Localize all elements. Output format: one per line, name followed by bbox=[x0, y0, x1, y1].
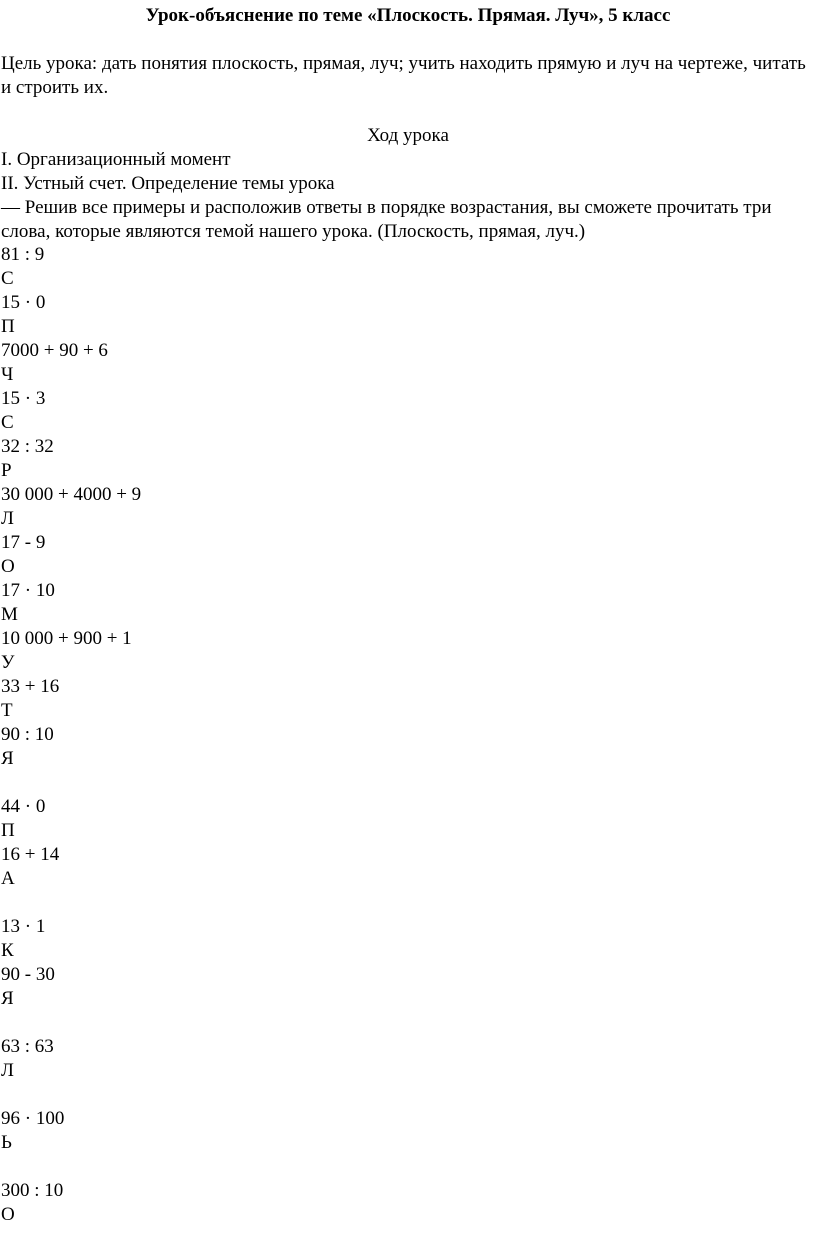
exercise-item bbox=[1, 915, 401, 963]
exercise-item bbox=[1, 387, 401, 435]
exercise-letter: Я bbox=[1, 988, 14, 1009]
exercise-expression: 63 : 63 bbox=[1, 1036, 54, 1057]
exercise-item bbox=[1, 1107, 401, 1155]
section-organizational: I. Организационный момент bbox=[1, 149, 231, 170]
exercise-expression: 15 · 3 bbox=[1, 388, 46, 409]
exercise-item bbox=[1, 1179, 401, 1227]
exercise-expression: 44 · 0 bbox=[1, 796, 46, 817]
exercise-letter: Т bbox=[1, 700, 13, 721]
section-oral-count: II. Устный счет. Определение темы урока bbox=[1, 173, 335, 194]
exercise-item bbox=[1, 675, 401, 723]
exercise-expression: 30 000 + 4000 + 9 bbox=[1, 484, 142, 505]
exercise-item bbox=[1, 483, 401, 531]
task-instruction: — Решив все примеры и расположив ответы в порядке возрастания, вы сможете прочитать три слова, которые являются темой нашего урока. (Плоскость, прямая, луч.) bbox=[1, 197, 772, 242]
exercise-expression: 32 : 32 bbox=[1, 436, 54, 457]
exercise-expression: 81 : 9 bbox=[1, 244, 45, 265]
exercise-expression: 17 - 9 bbox=[1, 532, 46, 553]
exercise-item bbox=[1, 435, 401, 483]
exercise-item bbox=[1, 843, 401, 891]
exercise-item bbox=[1, 339, 401, 387]
exercise-letter: С bbox=[1, 268, 14, 289]
lesson-course-heading: Ход урока bbox=[367, 125, 449, 146]
exercise-item bbox=[1, 531, 401, 579]
page-title: Урок-объяснение по теме «Плоскость. Прямая. Луч», 5 класс bbox=[145, 5, 671, 26]
exercise-item bbox=[1, 291, 401, 339]
exercise-expression: 15 · 0 bbox=[1, 292, 46, 313]
exercise-letter: К bbox=[1, 940, 14, 961]
exercise-item bbox=[1, 963, 401, 1011]
exercise-letter: Ь bbox=[1, 1132, 12, 1153]
exercise-letter: У bbox=[1, 652, 15, 673]
exercise-expression: 7000 + 90 + 6 bbox=[1, 340, 108, 361]
exercise-letter: С bbox=[1, 412, 14, 433]
exercise-item bbox=[1, 723, 401, 771]
exercise-letter: П bbox=[1, 316, 15, 337]
exercise-expression: 90 : 10 bbox=[1, 724, 54, 745]
lesson-goal: Цель урока: дать понятия плоскость, прямая, луч; учить находить прямую и луч на чертеже, читать и строить их. bbox=[1, 53, 806, 98]
exercise-item bbox=[1, 579, 401, 627]
exercise-item bbox=[1, 1035, 401, 1083]
exercise-expression: 10 000 + 900 + 1 bbox=[1, 628, 132, 649]
exercise-expression: 300 : 10 bbox=[1, 1180, 64, 1201]
exercise-expression: 16 + 14 bbox=[1, 844, 60, 865]
exercise-letter: А bbox=[1, 868, 15, 889]
exercise-list bbox=[1, 243, 401, 1227]
exercise-item bbox=[1, 627, 401, 675]
exercise-expression: 13 · 1 bbox=[1, 916, 46, 937]
exercise-letter: Л bbox=[1, 1060, 14, 1081]
exercise-letter: О bbox=[1, 556, 15, 577]
exercise-item bbox=[1, 243, 401, 291]
exercise-item bbox=[1, 795, 401, 843]
exercise-expression: 17 · 10 bbox=[1, 580, 55, 601]
exercise-letter: П bbox=[1, 820, 15, 841]
exercise-letter: О bbox=[1, 1204, 15, 1225]
exercise-letter: Ч bbox=[1, 364, 14, 385]
exercise-letter: Я bbox=[1, 748, 14, 769]
exercise-expression: 33 + 16 bbox=[1, 676, 60, 697]
exercise-expression: 90 - 30 bbox=[1, 964, 55, 985]
exercise-expression: 96 · 100 bbox=[1, 1108, 65, 1129]
exercise-letter: М bbox=[1, 604, 18, 625]
exercise-letter: Л bbox=[1, 508, 14, 529]
exercise-letter: Р bbox=[1, 460, 12, 481]
